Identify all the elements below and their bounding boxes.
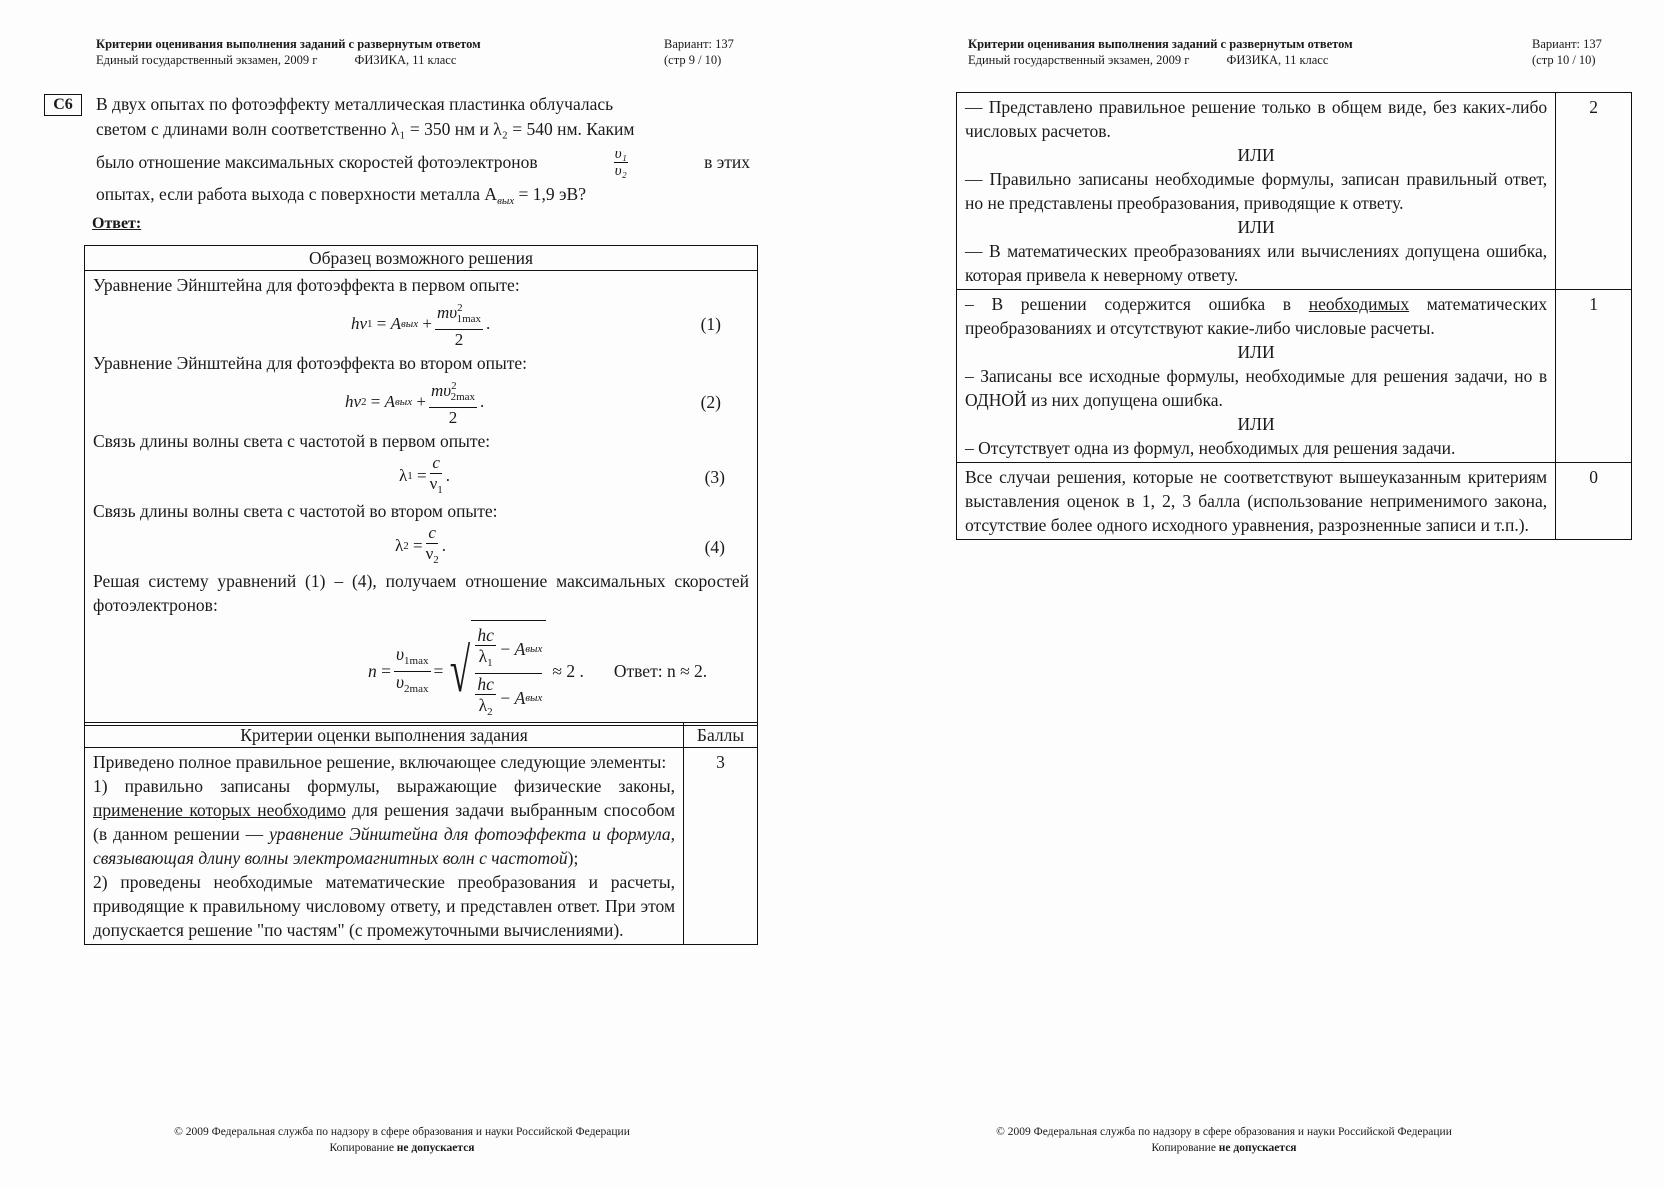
equation-number: (2) [700,392,721,412]
work-function: A [390,314,402,333]
bold-text: не допускается [1218,1142,1297,1154]
task-number-badge: С6 [44,94,82,116]
superscript: 2 [451,380,457,392]
equation-1: hν 1 = A вых + $m\upsilon^2_{1max}$ 2 . (1) [93,297,749,351]
criteria-paragraph: – Записаны все исходные формулы, необходимые для решения задачи, но в ОДНОЙ из них допущена ошибка. [965,366,1548,410]
subscript: вых [525,643,543,655]
task-line-text: в этих [704,152,750,172]
numerator: hc [477,625,494,645]
page-10 [832,0,1664,1187]
task-line: светом с длинами волн соответственно λ₁ = 350 нм и λ₂ = 540 нм. Каким [96,119,635,139]
points-value: 3 [684,748,758,945]
page-number: (стр 9 / 10) [664,53,722,67]
subscript: 1 [487,657,493,669]
equation-2: hν 2 = A вых + $m\upsilon^2_{2max}$ 2 . (2) [93,375,749,429]
text: – В решении содержится ошибка в [965,294,1309,314]
solution-text: Уравнение Эйнштейна для фотоэффекта в первом опыте: [93,275,520,295]
header-subject: ФИЗИКА, 11 класс [354,53,457,67]
subscript: 1 [367,318,373,330]
italic-text: уравнение Эйнштейна для фотоэффекта и формула, связывающая длину волны электромагнитных волн с частотой [93,824,676,868]
solution-text: Связь длины волны света с частотой в первом опыте: [93,431,491,451]
numerator: mυ [430,381,452,400]
fraction-denominator: υ₂ [614,162,627,179]
criteria-table-continued [956,92,1632,540]
velocity-ratio-fraction [614,146,628,179]
criteria-paragraph [93,774,675,870]
header-exam: Единый государственный экзамен, 2009 г [96,53,318,67]
subscript: 2 [433,553,439,566]
work-function: A [514,639,526,659]
task-line [96,142,750,182]
subscript: вых [395,396,413,408]
task-line: В двух опытах по фотоэффекту металлическая пластинка облучалась [96,94,614,114]
denominator: ν [429,473,438,493]
subscript: 1 [407,470,413,482]
square-root: √ hc $\lambda_1$ − A вых hc $\lambda_2$ − A вых [443,620,546,722]
eq-lhs: hν [351,314,368,333]
variant-label: Вариант: 137 [664,37,734,51]
text: математических преобразованиях и отсутствуют какие-либо числовые расчеты. [965,294,1548,338]
task-line-text: опытах, если работа выхода с поверхности металла A [96,184,498,204]
text: Копирование [1151,1142,1219,1154]
header-subtitle [968,52,1353,68]
subscript: 2 [487,706,493,718]
criteria-text [85,748,684,945]
copy-notice [132,1140,672,1156]
points-value: 0 [1556,463,1632,540]
equation-number: (4) [704,537,725,557]
equation-number: (3) [704,467,725,487]
or-separator: ИЛИ [1237,217,1275,237]
header-subject: ФИЗИКА, 11 класс [1226,53,1329,67]
work-function: A [514,688,526,708]
criteria-paragraph [965,292,1547,340]
points-value: 1 [1556,290,1632,463]
or-separator: ИЛИ [1237,145,1275,165]
criteria-paragraph: Приведено полное правильное решение, включающее следующие элементы: [93,752,667,772]
points-value: 2 [1556,93,1632,290]
numerator: c [432,452,440,472]
solution-text: Связь длины волны света с частотой во втором опыте: [93,501,498,521]
header-subtitle [96,52,481,68]
criteria-paragraph: — Представлено правильное решение только в общем виде, без каких-либо числовых расчетов. [965,97,1548,141]
copyright: © 2009 Федеральная служба по надзору в сфере образования и науки Российской Федерации [174,1126,630,1138]
criteria-row [957,290,1632,463]
subscript: 1 [437,483,443,496]
criteria-row [85,748,758,945]
task-line-text: = 1,9 эВ? [514,184,586,204]
text: Копирование [329,1142,397,1154]
page-footer [954,1124,1494,1156]
eq-lhs: hν [345,392,362,411]
page-header [968,36,1353,68]
page-header [96,36,481,68]
text: ); [567,848,579,868]
solution-table [84,245,758,726]
approx-value: ≈ 2 . [552,661,584,681]
subscript: вых [497,195,515,207]
final-equation: n = $\upsilon_{1max}$ $\upsilon_{2max}$ = √ hc $\lambda_1$ − A вых hc $\lambda_2$ − A вых ≈ 2 . Ответ: n ≈ 2. [93,617,749,721]
or-separator: ИЛИ [1237,414,1275,434]
work-function: A [384,392,396,411]
task-line [96,182,750,214]
task-statement [96,92,750,214]
criteria-table [84,722,758,945]
subscript: вых [401,318,419,330]
answer-label: Ответ: [92,215,142,232]
denominator: ν [425,543,434,563]
header-exam: Единый государственный экзамен, 2009 г [968,53,1190,67]
final-answer: Ответ: n ≈ 2. [613,661,708,681]
numerator: c [428,522,436,542]
denominator: 2 [454,330,464,349]
variant-label: Вариант: 137 [1532,37,1602,51]
wavelength: λ [478,695,488,715]
subscript: 2 [361,396,367,408]
subscript: вых [525,692,543,704]
header-title: Критерии оценивания выполнения заданий с развернутым ответом [96,37,481,51]
criteria-paragraph: 2) проведены необходимые математические преобразования и расчеты, приводящие к правильному числовому ответу, и представлен ответ. При этом допускается решение "по частям" (с промежуточными вычислениями). [93,872,676,940]
criteria-text: Все случаи решения, которые не соответствуют вышеуказанным критериям выставления оценок в 1, 2, 3 балла (использование неприменимого закона, отсутствие более одного исходного уравнения, разрозненные записи и т.п.). [957,463,1556,540]
velocity: υ [396,643,405,664]
text: 1) правильно записаны формулы, выражающие физические законы, [93,776,676,796]
superscript: 2 [457,302,463,314]
criteria-paragraph: – Отсутствует одна из формул, необходимых для решения задачи. [965,438,1456,458]
fraction-numerator: υ₁ [614,145,627,162]
points-header: Баллы [684,723,758,748]
criteria-row [957,93,1632,290]
solution-header: Образец возможного решения [85,246,758,271]
subscript: 1max [404,654,429,667]
page-footer [132,1124,672,1156]
numerator: hc [477,674,494,694]
ratio-symbol: n [368,661,377,681]
equation-3: λ 1 = $\frac{c}{\nu_1}$ . (3) [399,452,725,496]
solution-text: Решая систему уравнений (1) – (4), получаем отношение максимальных скоростей фотоэлектронов: [93,571,749,615]
header-title: Критерии оценивания выполнения заданий с развернутым ответом [968,37,1353,51]
criteria-row [957,463,1632,540]
or-separator: ИЛИ [1237,342,1275,362]
page-number: (стр 10 / 10) [1532,53,1596,67]
solution-body [85,271,758,726]
page-variant-block [1532,36,1602,68]
criteria-header: Критерии оценки выполнения задания [85,723,684,748]
equation-4: λ 2 = $\frac{c}{\nu_2}$ . (4) [395,522,725,566]
page-variant-block [664,36,734,68]
criteria-text [957,93,1556,290]
subscript: 2 [403,540,409,552]
denominator: 2 [448,408,458,427]
task-line-text: было отношение максимальных скоростей фотоэлектронов [96,152,538,172]
numerator: mυ [436,303,458,322]
underlined-text: применение которых необходимо [93,800,346,820]
criteria-paragraph: — Правильно записаны необходимые формулы, записан правильный ответ, но не представлены преобразования, приводящие к ответу. [965,169,1548,213]
bold-text: не допускается [396,1142,475,1154]
subscript: 2max [450,391,476,403]
subscript: 1max [456,313,482,325]
subscript: 2max [404,682,429,695]
solution-text: Уравнение Эйнштейна для фотоэффекта во втором опыте: [93,353,528,373]
copy-notice [954,1140,1494,1156]
criteria-paragraph: — В математических преобразованиях или вычислениях допущена ошибка, которая привела к неверному ответу. [965,241,1548,285]
copyright: © 2009 Федеральная служба по надзору в сфере образования и науки Российской Федерации [996,1126,1452,1138]
wavelength: λ [478,646,488,666]
text: для решения задачи выбранным способом (в данном решении — [93,800,676,844]
velocity: υ [396,671,405,692]
underlined-text: необходимых [1308,294,1410,314]
equation-number: (1) [700,314,721,334]
eq-lhs: λ [399,466,408,485]
eq-lhs: λ [395,536,404,555]
criteria-text [957,290,1556,463]
